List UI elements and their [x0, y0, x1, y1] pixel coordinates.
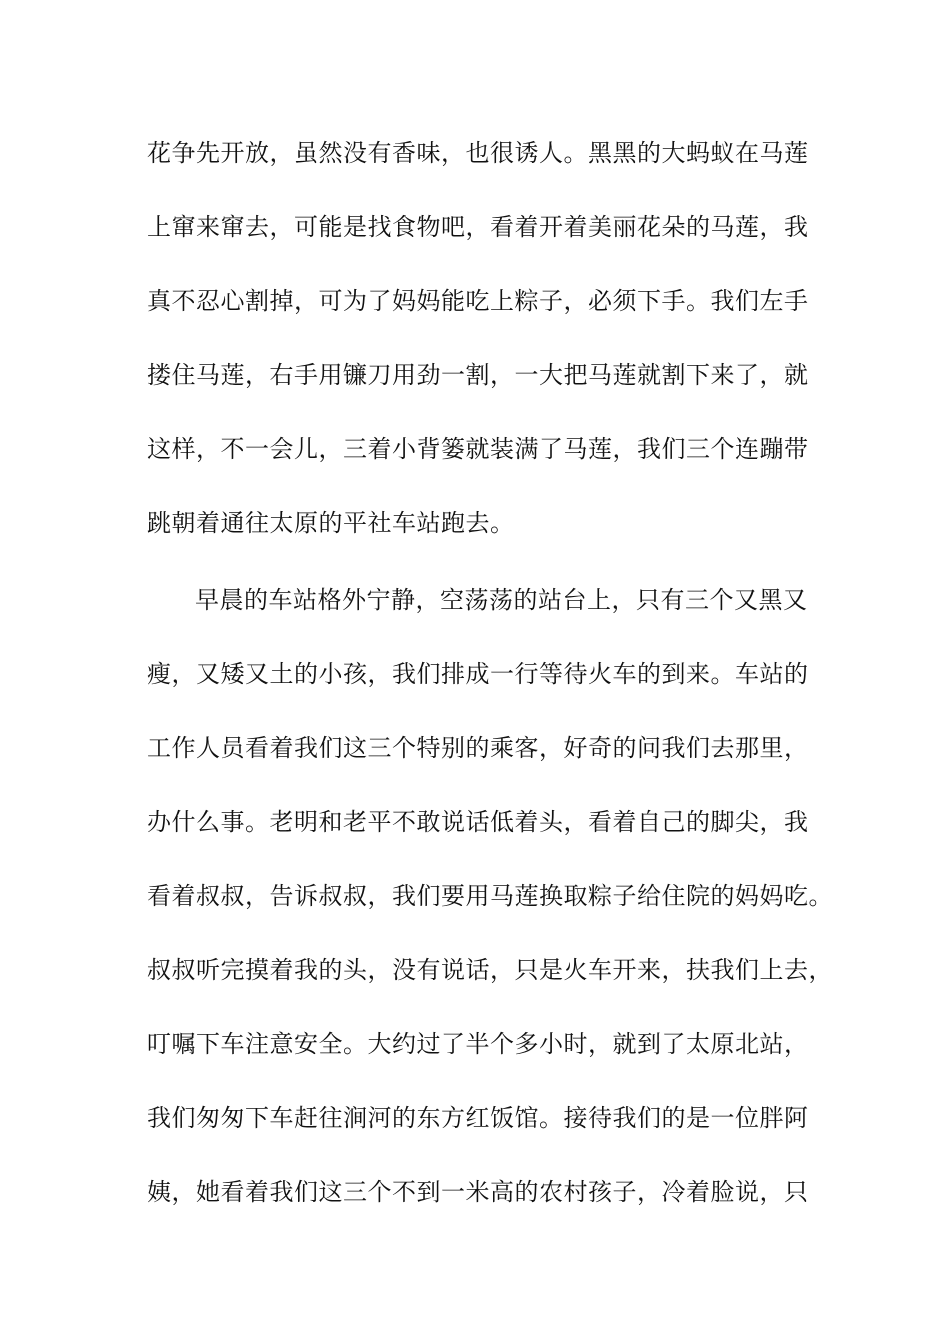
text-line: 真不忍心割掉，可为了妈妈能吃上粽子，必须下手。我们左手: [147, 287, 809, 315]
text-line: 叔叔听完摸着我的头，没有说话，只是火车开来，扶我们上去，: [147, 956, 833, 984]
text-line: 瘦，又矮又土的小孩，我们排成一行等待火车的到来。车站的: [147, 660, 809, 688]
text-line: 看着叔叔，告诉叔叔，我们要用马莲换取粽子给住院的妈妈吃。: [147, 882, 833, 910]
text-line: 跳朝着通往太原的平社车站跑去。: [147, 509, 515, 537]
text-line: 花争先开放，虽然没有香味，也很诱人。黑黑的大蚂蚁在马莲: [147, 139, 809, 167]
text-line: 这样，不一会儿，三着小背篓就装满了马莲，我们三个连蹦带: [147, 435, 809, 463]
text-line: 叮嘱下车注意安全。大约过了半个多小时，就到了太原北站，: [147, 1030, 809, 1058]
text-line: 工作人员看着我们这三个特别的乘客，好奇的问我们去那里，: [147, 734, 809, 762]
text-line: 办什么事。老明和老平不敢说话低着头，看着自己的脚尖，我: [147, 808, 809, 836]
text-line: 上窜来窜去，可能是找食物吧，看着开着美丽花朵的马莲，我: [147, 213, 809, 241]
text-line: 姨，她看着我们这三个不到一米高的农村孩子，冷着脸说，只: [147, 1178, 809, 1206]
text-line: 搂住马莲，右手用镰刀用劲一割，一大把马莲就割下来了，就: [147, 361, 809, 389]
text-line: 我们匆匆下车赶往涧河的东方红饭馆。接待我们的是一位胖阿: [147, 1104, 809, 1132]
text-line: 早晨的车站格外宁静，空荡荡的站台上，只有三个又黑又: [195, 586, 808, 614]
